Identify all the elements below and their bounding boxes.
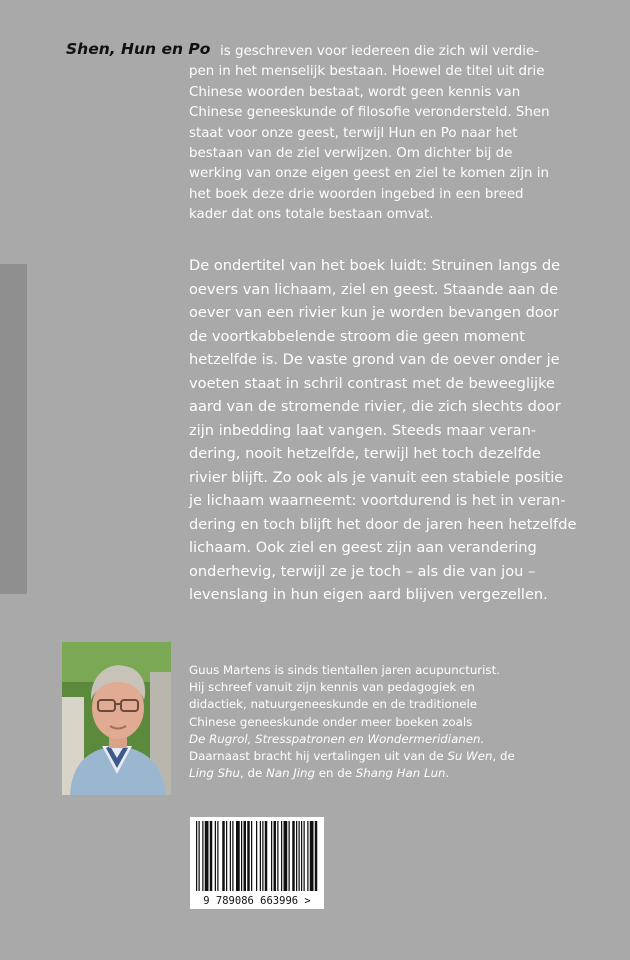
barcode-bar <box>310 821 314 891</box>
isbn-barcode <box>190 817 324 909</box>
spine-strip <box>0 264 27 594</box>
barcode-bar <box>217 821 218 891</box>
bio-line: didactiek, natuurgeneeskunde en de traditionele <box>189 697 478 712</box>
barcode-bar <box>265 821 268 891</box>
barcode-bar <box>232 821 233 891</box>
barcode-bar <box>241 821 242 891</box>
barcode-bar <box>284 821 288 891</box>
intro-line: bestaan van de ziel verwijzen. Om dichter bij de <box>189 146 513 162</box>
barcode-bar <box>281 821 282 891</box>
barcode-bar <box>222 821 225 891</box>
barcode-bar <box>271 821 272 891</box>
barcode-bar <box>292 821 295 891</box>
bio-line: Hij schreef vanuit zijn kennis van pedagogiek en <box>189 680 475 695</box>
subtitle-line: de voortkabbelende stroom die geen moment <box>189 327 525 345</box>
barcode-bar <box>299 821 300 891</box>
subtitle-line: je lichaam waarneemt: voortdurend is het in veran- <box>189 492 566 509</box>
barcode-bar <box>236 821 240 891</box>
subtitle-line: onderhevig, terwijl ze je toch – als die van jou – <box>189 562 536 580</box>
author-bio <box>189 662 559 782</box>
barcode-bar <box>251 821 252 891</box>
separator: , de <box>492 749 515 764</box>
author-photo <box>62 642 171 795</box>
barcode-bar <box>247 821 250 891</box>
intro-line: het boek deze drie woorden ingebed in een breed <box>189 186 524 202</box>
subtitle-line: lichaam. Ook ziel en geest zijn aan verandering <box>189 539 537 556</box>
barcode-bar <box>289 821 290 891</box>
bio-line: Guus Martens is sinds tientallen jaren acupuncturist. <box>189 663 500 677</box>
barcode-bar <box>274 821 277 891</box>
intro-line: kader dat ons totale bestaan omvat. <box>189 207 434 223</box>
intro-line: werking van onze eigen geest en ziel te komen zijn in <box>189 166 549 182</box>
barcode-bar <box>215 821 216 891</box>
subtitle-line: levenslang in hun eigen aard blijven vergezellen. <box>189 586 548 603</box>
subtitle-line: zijn inbedding laat vangen. Steeds maar veran- <box>189 421 537 439</box>
subtitle-line: oever van een rivier kun je worden bevangen door <box>189 304 559 321</box>
barcode-bar <box>315 821 318 891</box>
bio-books-line <box>189 731 559 748</box>
subtitle-line: dering, nooit hetzelfde, terwijl het toch dezelfde <box>189 445 541 462</box>
subtitle-line: hetzelfde is. De vaste grond van de oever onder je <box>189 351 560 368</box>
separator: en de <box>318 766 353 781</box>
intro-line: Chinese woorden bestaat, wordt geen kennis van <box>189 84 521 100</box>
barcode-bar <box>260 821 261 891</box>
intro-line: staat voor onze geest, terwijl Hun en Po naar het <box>189 125 518 141</box>
book-titles: De Rugrol, Stresspatronen en Wondermeridianen. <box>189 731 485 746</box>
intro-paragraph <box>189 42 559 226</box>
barcode-bar <box>202 821 203 891</box>
intro-line: Chinese geneeskunde of filosofie verondersteld. Shen <box>189 105 550 121</box>
barcode-bar <box>210 821 213 891</box>
isbn-number: 9 789086 663996 > <box>203 895 311 907</box>
translation-prefix: Daarnaast bracht hij vertalingen uit van de <box>189 749 444 764</box>
barcode-bar <box>301 821 302 891</box>
barcode-bar <box>304 821 305 891</box>
translation-ling-shu: Ling Shu <box>189 766 241 781</box>
intro-line: pen in het menselijk bestaan. Hoewel de titel uit drie <box>189 64 545 80</box>
bio-translations-line <box>189 748 559 765</box>
barcode-bars <box>190 817 324 895</box>
subtitle-line: aard van de stromende rivier, die zich slechts door <box>189 398 561 415</box>
bio-translations-line-2 <box>189 765 559 782</box>
barcode-bar <box>307 821 308 891</box>
barcode-bar <box>256 821 257 891</box>
separator: , de <box>240 766 263 781</box>
subtitle-line: dering en toch blijft het door de jaren heen hetzelfde <box>189 515 577 533</box>
barcode-bar <box>262 821 263 891</box>
barcode-bar <box>205 821 209 891</box>
subtitle-line: oevers van lichaam, ziel en geest. Staande aan de <box>189 280 559 298</box>
barcode-bar <box>230 821 231 891</box>
subtitle-line: De ondertitel van het boek luidt: Struinen langs de <box>189 257 561 274</box>
translation-su-wen: Su Wen <box>447 749 493 764</box>
barcode-bar <box>226 821 227 891</box>
barcode-bar <box>196 821 197 891</box>
bio-line: Chinese geneeskunde onder meer boeken zoals <box>189 714 473 729</box>
subtitle-line: voeten staat in schril contrast met de beweeglijke <box>189 374 556 392</box>
barcode-bar <box>296 821 297 891</box>
barcode-bar <box>277 821 278 891</box>
translation-nan-jing: Nan Jing <box>266 766 316 781</box>
intro-line: is geschreven voor iedereen die zich wil verdie- <box>220 44 540 59</box>
barcode-bar <box>244 821 247 891</box>
subtitle-line: rivier blijft. Zo ook als je vanuit een stabiele positie <box>189 468 564 486</box>
book-title: Shen, Hun en Po <box>66 40 211 58</box>
separator: . <box>445 766 450 781</box>
translation-shang-han-lun: Shang Han Lun <box>355 766 446 781</box>
subtitle-paragraph <box>189 254 577 607</box>
barcode-bar <box>199 821 200 891</box>
